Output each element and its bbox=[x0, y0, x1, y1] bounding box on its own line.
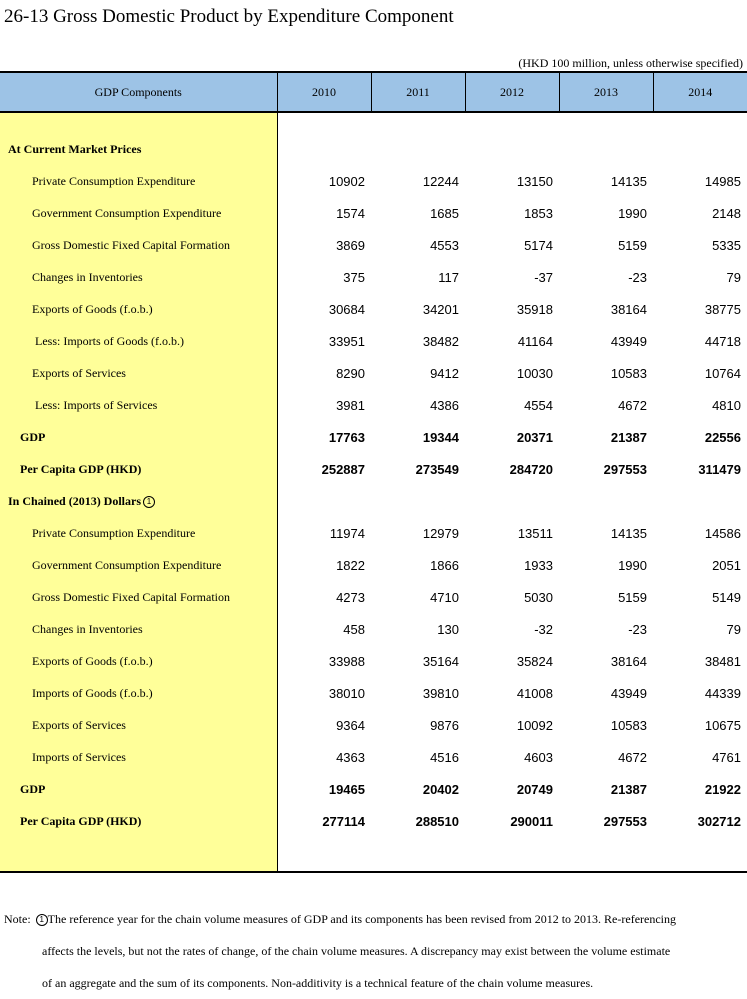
value-cell: 1574 bbox=[336, 205, 365, 221]
value-cell: 1822 bbox=[336, 557, 365, 573]
empty-cell bbox=[653, 837, 747, 872]
total-value-cell: 288510 bbox=[415, 813, 459, 829]
total-value-cell: 19465 bbox=[328, 781, 365, 797]
value-cell: 38482 bbox=[422, 333, 459, 349]
row-label: Less: Imports of Services bbox=[0, 389, 277, 421]
page-title: 26-13 Gross Domestic Product by Expenditure Component bbox=[4, 6, 454, 27]
row-label: Private Consumption Expenditure bbox=[0, 165, 277, 197]
gdp-table bbox=[0, 71, 747, 873]
value-cell: 79 bbox=[726, 269, 741, 285]
empty-cell bbox=[277, 112, 371, 133]
row-label: Exports of Services bbox=[0, 357, 277, 389]
table-row bbox=[0, 549, 747, 581]
total-value-cell: 273549 bbox=[415, 461, 459, 477]
header-year: 2012 bbox=[465, 72, 559, 112]
row-label: Private Consumption Expenditure bbox=[0, 517, 277, 549]
value-cell: 14135 bbox=[610, 525, 647, 541]
table-row bbox=[0, 165, 747, 197]
value-cell: 375 bbox=[343, 269, 365, 285]
value-cell: 9364 bbox=[336, 717, 365, 733]
table-row bbox=[0, 229, 747, 261]
row-label: Gross Domestic Fixed Capital Formation bbox=[0, 581, 277, 613]
value-cell: 4273 bbox=[336, 589, 365, 605]
total-label: Per Capita GDP (HKD) bbox=[0, 453, 277, 485]
row-label: Exports of Goods (f.o.b.) bbox=[0, 645, 277, 677]
value-cell: 10583 bbox=[610, 717, 647, 733]
value-cell: 10030 bbox=[516, 365, 553, 381]
total-value-cell: 21387 bbox=[610, 429, 647, 445]
value-cell: 1685 bbox=[430, 205, 459, 221]
table-row bbox=[0, 709, 747, 741]
value-cell: 10902 bbox=[328, 173, 365, 189]
empty-cell bbox=[371, 133, 465, 165]
value-cell: -32 bbox=[534, 621, 553, 637]
row-label: Exports of Goods (f.o.b.) bbox=[0, 293, 277, 325]
table-row bbox=[0, 197, 747, 229]
table-row bbox=[0, 389, 747, 421]
value-cell: 41008 bbox=[516, 685, 553, 701]
value-cell: 9412 bbox=[430, 365, 459, 381]
value-cell: 79 bbox=[726, 621, 741, 637]
table-row bbox=[0, 517, 747, 549]
value-cell: 10764 bbox=[704, 365, 741, 381]
value-cell: 43949 bbox=[610, 685, 647, 701]
value-cell: 10675 bbox=[704, 717, 741, 733]
table-body bbox=[0, 112, 747, 872]
value-cell: 5174 bbox=[524, 237, 553, 253]
header-year: 2013 bbox=[559, 72, 653, 112]
section-heading bbox=[0, 133, 277, 165]
value-cell: 5149 bbox=[712, 589, 741, 605]
gdp-table-container bbox=[0, 71, 747, 873]
label-cell bbox=[0, 837, 277, 872]
total-value-cell: 297553 bbox=[603, 461, 647, 477]
value-cell: 38481 bbox=[704, 653, 741, 669]
total-value-cell: 252887 bbox=[321, 461, 365, 477]
value-cell: 458 bbox=[343, 621, 365, 637]
value-cell: 12979 bbox=[422, 525, 459, 541]
table-row bbox=[0, 325, 747, 357]
value-cell: 10092 bbox=[516, 717, 553, 733]
value-cell: 38164 bbox=[610, 653, 647, 669]
row-label: Government Consumption Expenditure bbox=[0, 197, 277, 229]
value-cell: 35918 bbox=[516, 301, 553, 317]
value-cell: 38164 bbox=[610, 301, 647, 317]
value-cell: 3869 bbox=[336, 237, 365, 253]
value-cell: 4672 bbox=[618, 749, 647, 765]
value-cell: 30684 bbox=[328, 301, 365, 317]
value-cell: 33951 bbox=[328, 333, 365, 349]
value-cell: 4516 bbox=[430, 749, 459, 765]
section-heading-row bbox=[0, 485, 747, 517]
footnote bbox=[4, 903, 744, 999]
table-row bbox=[0, 613, 747, 645]
value-cell: 4363 bbox=[336, 749, 365, 765]
section-heading bbox=[0, 485, 277, 517]
total-value-cell: 290011 bbox=[510, 813, 553, 829]
section-heading-row bbox=[0, 133, 747, 165]
value-cell: 8290 bbox=[336, 365, 365, 381]
total-value-cell: 21387 bbox=[610, 781, 647, 797]
value-cell: 2148 bbox=[712, 205, 741, 221]
total-label: GDP bbox=[0, 421, 277, 453]
header-year: 2014 bbox=[653, 72, 747, 112]
empty-cell bbox=[559, 133, 653, 165]
value-cell: 44339 bbox=[704, 685, 741, 701]
value-cell: 43949 bbox=[610, 333, 647, 349]
value-cell: 12244 bbox=[422, 173, 459, 189]
total-value-cell: 277114 bbox=[322, 813, 365, 829]
header-year: 2010 bbox=[277, 72, 371, 112]
value-cell: 1853 bbox=[524, 205, 553, 221]
label-cell bbox=[0, 112, 277, 133]
empty-cell bbox=[465, 837, 559, 872]
table-row bbox=[0, 677, 747, 709]
value-cell: 14586 bbox=[704, 525, 741, 541]
row-label: Changes in Inventories bbox=[0, 261, 277, 293]
total-value-cell: 311479 bbox=[698, 461, 741, 477]
empty-cell bbox=[465, 133, 559, 165]
empty-cell bbox=[559, 837, 653, 872]
empty-cell bbox=[465, 485, 559, 517]
value-cell: 38775 bbox=[704, 301, 741, 317]
row-label: Less: Imports of Goods (f.o.b.) bbox=[0, 325, 277, 357]
row-label: Imports of Services bbox=[0, 741, 277, 773]
total-row bbox=[0, 805, 747, 837]
empty-cell bbox=[277, 485, 371, 517]
empty-cell bbox=[371, 485, 465, 517]
row-label: Changes in Inventories bbox=[0, 613, 277, 645]
value-cell: 117 bbox=[438, 269, 459, 285]
empty-cell bbox=[277, 133, 371, 165]
value-cell: 34201 bbox=[422, 301, 459, 317]
value-cell: 10583 bbox=[610, 365, 647, 381]
total-value-cell: 22556 bbox=[704, 429, 741, 445]
value-cell: -37 bbox=[534, 269, 553, 285]
value-cell: 3981 bbox=[336, 397, 365, 413]
note-line-2: affects the levels, but not the rates of change, of the chain volume measures. A discrepancy may exist between the volume estimate bbox=[42, 944, 671, 958]
total-label: GDP bbox=[0, 773, 277, 805]
value-cell: 4554 bbox=[524, 397, 553, 413]
value-cell: 5030 bbox=[524, 589, 553, 605]
value-cell: 4603 bbox=[524, 749, 553, 765]
value-cell: 13150 bbox=[516, 173, 553, 189]
total-value-cell: 297553 bbox=[603, 813, 647, 829]
total-row bbox=[0, 421, 747, 453]
value-cell: 5159 bbox=[618, 237, 647, 253]
value-cell: 35824 bbox=[516, 653, 553, 669]
value-cell: 4810 bbox=[712, 397, 741, 413]
note-prefix: Note: bbox=[4, 912, 34, 926]
empty-cell bbox=[653, 485, 747, 517]
value-cell: 1990 bbox=[618, 205, 647, 221]
value-cell: 39810 bbox=[422, 685, 459, 701]
section-heading-text: At Current Market Prices bbox=[8, 141, 142, 156]
table-row bbox=[0, 357, 747, 389]
note-line-1: The reference year for the chain volume measures of GDP and its components has been revised from 2012 to 2013. Re-referencing bbox=[47, 912, 677, 926]
section-heading-text: In Chained (2013) Dollars bbox=[8, 493, 142, 508]
value-cell: 2051 bbox=[712, 557, 741, 573]
value-cell: 11974 bbox=[329, 525, 365, 541]
value-cell: 38010 bbox=[328, 685, 365, 701]
table-row bbox=[0, 741, 747, 773]
total-value-cell: 302712 bbox=[697, 813, 741, 829]
total-label: Per Capita GDP (HKD) bbox=[0, 805, 277, 837]
value-cell: 5335 bbox=[712, 237, 741, 253]
table-header-row bbox=[0, 72, 747, 112]
value-cell: 1933 bbox=[524, 557, 553, 573]
empty-cell bbox=[559, 485, 653, 517]
value-cell: 44718 bbox=[704, 333, 741, 349]
empty-cell bbox=[559, 112, 653, 133]
empty-cell bbox=[653, 112, 747, 133]
empty-cell bbox=[371, 837, 465, 872]
value-cell: -23 bbox=[628, 621, 647, 637]
total-value-cell: 20402 bbox=[422, 781, 459, 797]
value-cell: 9876 bbox=[430, 717, 459, 733]
value-cell: 1866 bbox=[430, 557, 459, 573]
total-value-cell: 21922 bbox=[704, 781, 741, 797]
total-row bbox=[0, 773, 747, 805]
unit-note: (HKD 100 million, unless otherwise specified) bbox=[518, 56, 743, 70]
value-cell: 35164 bbox=[422, 653, 459, 669]
value-cell: 4553 bbox=[430, 237, 459, 253]
table-row bbox=[0, 645, 747, 677]
value-cell: 1990 bbox=[618, 557, 647, 573]
note-line-3: of an aggregate and the sum of its components. Non-additivity is a technical feature of the chain volume measures. bbox=[42, 976, 594, 990]
row-label: Exports of Services bbox=[0, 709, 277, 741]
total-value-cell: 284720 bbox=[509, 461, 553, 477]
header-year: 2011 bbox=[371, 72, 465, 112]
value-cell: 14985 bbox=[704, 173, 741, 189]
empty-cell bbox=[465, 112, 559, 133]
total-value-cell: 20749 bbox=[516, 781, 553, 797]
total-value-cell: 20371 bbox=[516, 429, 553, 445]
value-cell: 4386 bbox=[430, 397, 459, 413]
table-row bbox=[0, 261, 747, 293]
row-label: Gross Domestic Fixed Capital Formation bbox=[0, 229, 277, 261]
row-label: Government Consumption Expenditure bbox=[0, 549, 277, 581]
row-label: Imports of Goods (f.o.b.) bbox=[0, 677, 277, 709]
header-components: GDP Components bbox=[0, 72, 277, 112]
value-cell: -23 bbox=[628, 269, 647, 285]
footnote-mark-icon: 1 bbox=[36, 914, 48, 926]
footnote-mark-icon: 1 bbox=[143, 496, 155, 508]
value-cell: 4761 bbox=[712, 749, 741, 765]
empty-cell bbox=[653, 133, 747, 165]
value-cell: 4710 bbox=[430, 589, 459, 605]
total-value-cell: 19344 bbox=[422, 429, 459, 445]
table-row bbox=[0, 293, 747, 325]
total-row bbox=[0, 453, 747, 485]
value-cell: 5159 bbox=[618, 589, 647, 605]
empty-cell bbox=[371, 112, 465, 133]
value-cell: 14135 bbox=[610, 173, 647, 189]
value-cell: 41164 bbox=[517, 333, 553, 349]
value-cell: 130 bbox=[437, 621, 459, 637]
value-cell: 13511 bbox=[517, 525, 553, 541]
spacer-row bbox=[0, 837, 747, 872]
total-value-cell: 17763 bbox=[328, 429, 365, 445]
empty-cell bbox=[277, 837, 371, 872]
table-row bbox=[0, 581, 747, 613]
spacer-row bbox=[0, 112, 747, 133]
value-cell: 4672 bbox=[618, 397, 647, 413]
value-cell: 33988 bbox=[328, 653, 365, 669]
